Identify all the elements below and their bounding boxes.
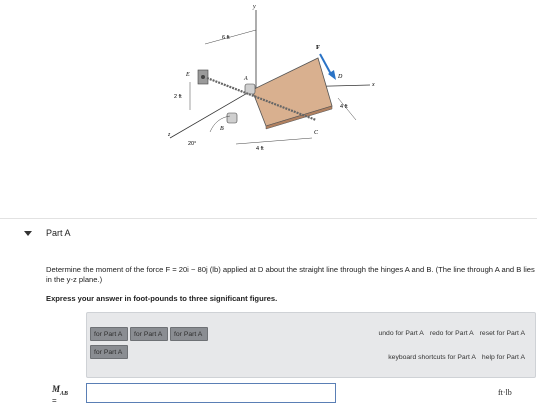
- tool-row: [90, 327, 208, 341]
- help-link[interactable]: help for Part A: [481, 354, 525, 361]
- template-button-1[interactable]: for Part A: [90, 327, 128, 341]
- bracket-e-bolt: [201, 75, 205, 79]
- collapse-chevron-icon[interactable]: [24, 231, 32, 236]
- tool-row-2: [90, 345, 128, 359]
- label-b: B: [220, 126, 224, 132]
- answer-unit: ft·lb: [498, 388, 512, 397]
- dim-4ft-bottom-line: [236, 138, 312, 144]
- dim-2ft-text: 2 ft: [174, 94, 182, 100]
- answer-label-sub: AB: [60, 390, 69, 397]
- part-a-header[interactable]: [0, 218, 537, 252]
- answer-toolbar: [86, 312, 536, 378]
- answer-label: [52, 384, 68, 397]
- hinge-b: [227, 113, 237, 123]
- keyboard-shortcuts-link[interactable]: keyboard shortcuts for Part A: [388, 354, 476, 361]
- label-a: A: [244, 76, 248, 82]
- answer-equals: =: [52, 396, 57, 405]
- label-e: E: [186, 72, 190, 78]
- answer-label-main: M: [52, 384, 61, 394]
- label-d: D: [338, 74, 343, 80]
- y-axis-label: y: [253, 4, 256, 10]
- dim-4ft-right-text: 4 ft: [340, 104, 348, 110]
- answer-input[interactable]: [86, 383, 336, 403]
- z-axis-label: z: [168, 132, 171, 138]
- angle-text: 20°: [188, 141, 197, 147]
- template-button-4[interactable]: for Part A: [90, 345, 128, 359]
- redo-button[interactable]: redo for Part A: [429, 330, 474, 337]
- dim-6ft-line: [205, 30, 256, 44]
- instruction-text: Express your answer in foot-pounds to three significant figures.: [46, 294, 278, 303]
- template-button-3[interactable]: for Part A: [170, 327, 208, 341]
- plate: [252, 58, 332, 126]
- figure-svg: [160, 0, 400, 152]
- x-axis-label: x: [372, 82, 375, 88]
- help-row: [378, 351, 525, 365]
- label-c: C: [314, 130, 319, 136]
- reset-button[interactable]: reset for Part A: [479, 330, 525, 337]
- label-f: F: [316, 44, 320, 51]
- z-axis: [170, 88, 256, 138]
- toolbar-actions: [378, 327, 525, 365]
- action-row: [378, 327, 525, 341]
- dim-4ft-bottom-text: 4 ft: [256, 146, 264, 152]
- dim-6ft-text: 6 ft: [222, 35, 230, 41]
- question-text: Determine the moment of the force F = 20i − 80j (lb) applied at D about the straight line through the hinges A and B. (The line through A and B lies in the y-z plane.): [46, 265, 535, 284]
- template-button-2[interactable]: for Part A: [130, 327, 168, 341]
- part-a-title: Part A: [46, 228, 71, 238]
- problem-figure: [160, 0, 400, 152]
- undo-button[interactable]: undo for Part A: [378, 330, 424, 337]
